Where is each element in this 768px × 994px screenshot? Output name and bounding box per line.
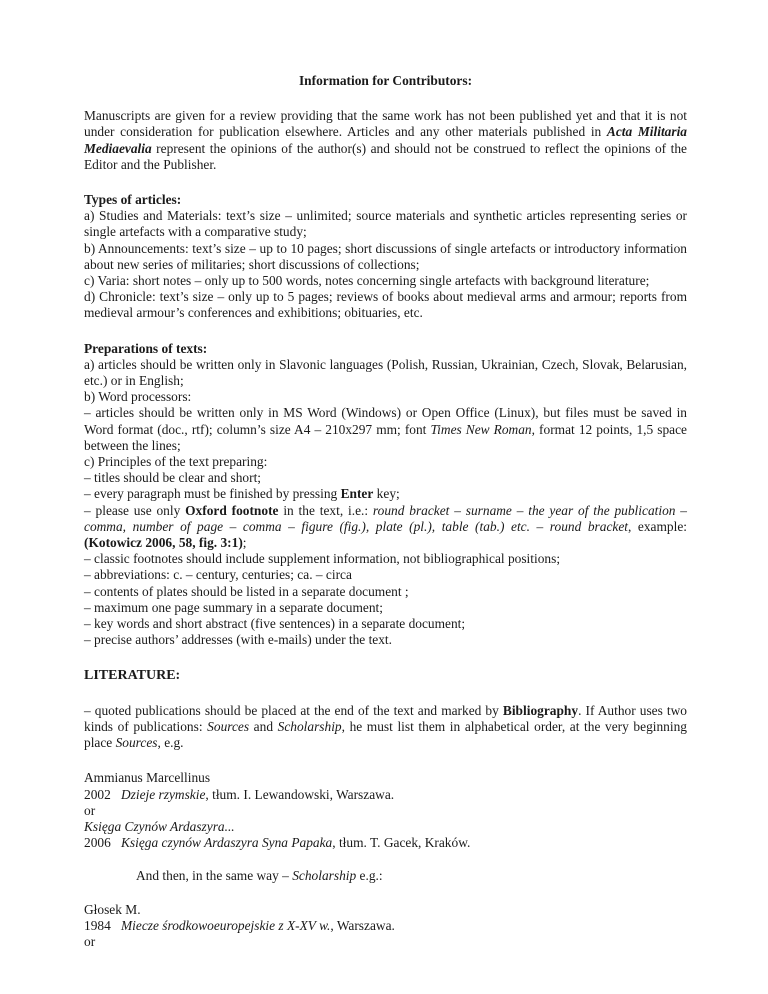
prep-item-c5: – abbreviations: c. – century, centuries; ca. – circa <box>84 567 352 583</box>
types-section <box>84 192 687 322</box>
prep-item-b1: – articles should be written only in MS Word (Windows) or Open Office (Linux), but files must be saved in Word format (doc., rtf); column’s size A4 – 210x297 mm; font Times New Roman, format 12 points, 1,5 space between the lines; <box>84 405 687 453</box>
intro-paragraph <box>84 108 687 173</box>
prep-item-c8: – key words and short abstract (five sentences) in a separate document; <box>84 616 466 632</box>
prep-item-c7: – maximum one page summary in a separate document; <box>84 599 383 615</box>
example-entry-2: 2006 Księga czynów Ardaszyra Syna Papaka, tłum. T. Gacek, Kraków. <box>84 835 471 851</box>
types-item-b: b) Announcements: text’s size – up to 10 pages; short discussions of single artefacts or introductory information about new series of militaries; short discussions of collections; <box>84 240 687 272</box>
intro-text-post: represent the opinions of the author(s) and should not be construed to reflect the opinions of the Editor and the Publisher. <box>84 140 687 172</box>
enter-key-label: Enter <box>340 486 374 502</box>
prep-item-c2: – every paragraph must be finished by pressing Enter key; <box>84 486 400 502</box>
scholarship-intro: And then, in the same way – Scholarship e.g.: <box>136 868 383 884</box>
example-author-1: Ammianus Marcellinus <box>84 770 211 786</box>
literature-paragraph: – quoted publications should be placed at the end of the text and marked by Bibliography. If Author uses two kinds of publications: Sources and Scholarship, he must list them in alphabetical order, at the very beginning place Sources, e.g. <box>84 702 688 751</box>
bibliography-examples <box>84 770 687 950</box>
prep-heading: Preparations of texts: <box>84 340 208 356</box>
prep-item-c3: – please use only Oxford footnote in the text, i.e.: round bracket – surname – the year of the publication – comma, number of page – comma – figure (fig.), plate (pl.), table (tab.) etc. – round bracket, example: (Kotowicz 2006, 58, fig. 3:1); <box>84 502 687 551</box>
types-heading: Types of articles: <box>84 192 182 208</box>
example-entry-3: 1984 Miecze środkowoeuropejskie z X-XV w., Warszawa. <box>84 917 395 933</box>
literature-heading: LITERATURE: <box>84 667 181 683</box>
prep-item-a: a) articles should be written only in Slavonic languages (Polish, Russian, Ukrainian, Czech, Slovak, Belarusian, etc.) or in English; <box>84 356 687 389</box>
types-item-d: d) Chronicle: text’s size – only up to 5 pages; reviews of books about medieval arms and armour; reports from medieval armour’s conferences and exhibitions; obituaries, etc. <box>84 289 687 321</box>
prep-item-c4: – classic footnotes should include supplement information, not bibliographical positions; <box>84 551 561 567</box>
preparation-section <box>84 341 687 649</box>
citation-example: (Kotowicz 2006, 58, fig. 3:1) <box>84 535 243 551</box>
intro-text-pre: Manuscripts are given for a review providing that the same work has not been published yet and that it is not under consideration for publication elsewhere. Articles and any other materials published in <box>84 108 687 140</box>
types-item-a: a) Studies and Materials: text’s size – unlimited; source materials and synthetic articles representing series or single artefacts with a comparative study; <box>84 208 687 240</box>
example-or-1: or <box>84 802 96 818</box>
prep-item-c: c) Principles of the text preparing: <box>84 454 268 470</box>
example-or-3: or <box>84 933 96 949</box>
types-item-c: c) Varia: short notes – only up to 500 words, notes concerning single artefacts with background literature; <box>84 273 650 289</box>
journal-name: Acta Militaria Mediaevalia <box>84 124 688 156</box>
prep-item-c6: – contents of plates should be listed in a separate document ; <box>84 583 409 599</box>
example-author-3: Głosek M. <box>84 901 141 917</box>
example-entry-1: 2002 Dzieje rzymskie, tłum. I. Lewandowski, Warszawa. <box>84 786 395 802</box>
prep-item-c1: – titles should be clear and short; <box>84 470 262 486</box>
document-page <box>84 73 687 950</box>
prep-item-c9: – precise authors’ addresses (with e-mails) under the text. <box>84 632 393 648</box>
oxford-footnote-label: Oxford footnote <box>185 502 279 518</box>
prep-item-b: b) Word processors: <box>84 389 192 405</box>
example-series-2: Księga Czynów Ardaszyra... <box>84 818 235 834</box>
page-title: Information for Contributors: <box>298 73 473 88</box>
font-name: Times New Roman <box>430 421 532 437</box>
